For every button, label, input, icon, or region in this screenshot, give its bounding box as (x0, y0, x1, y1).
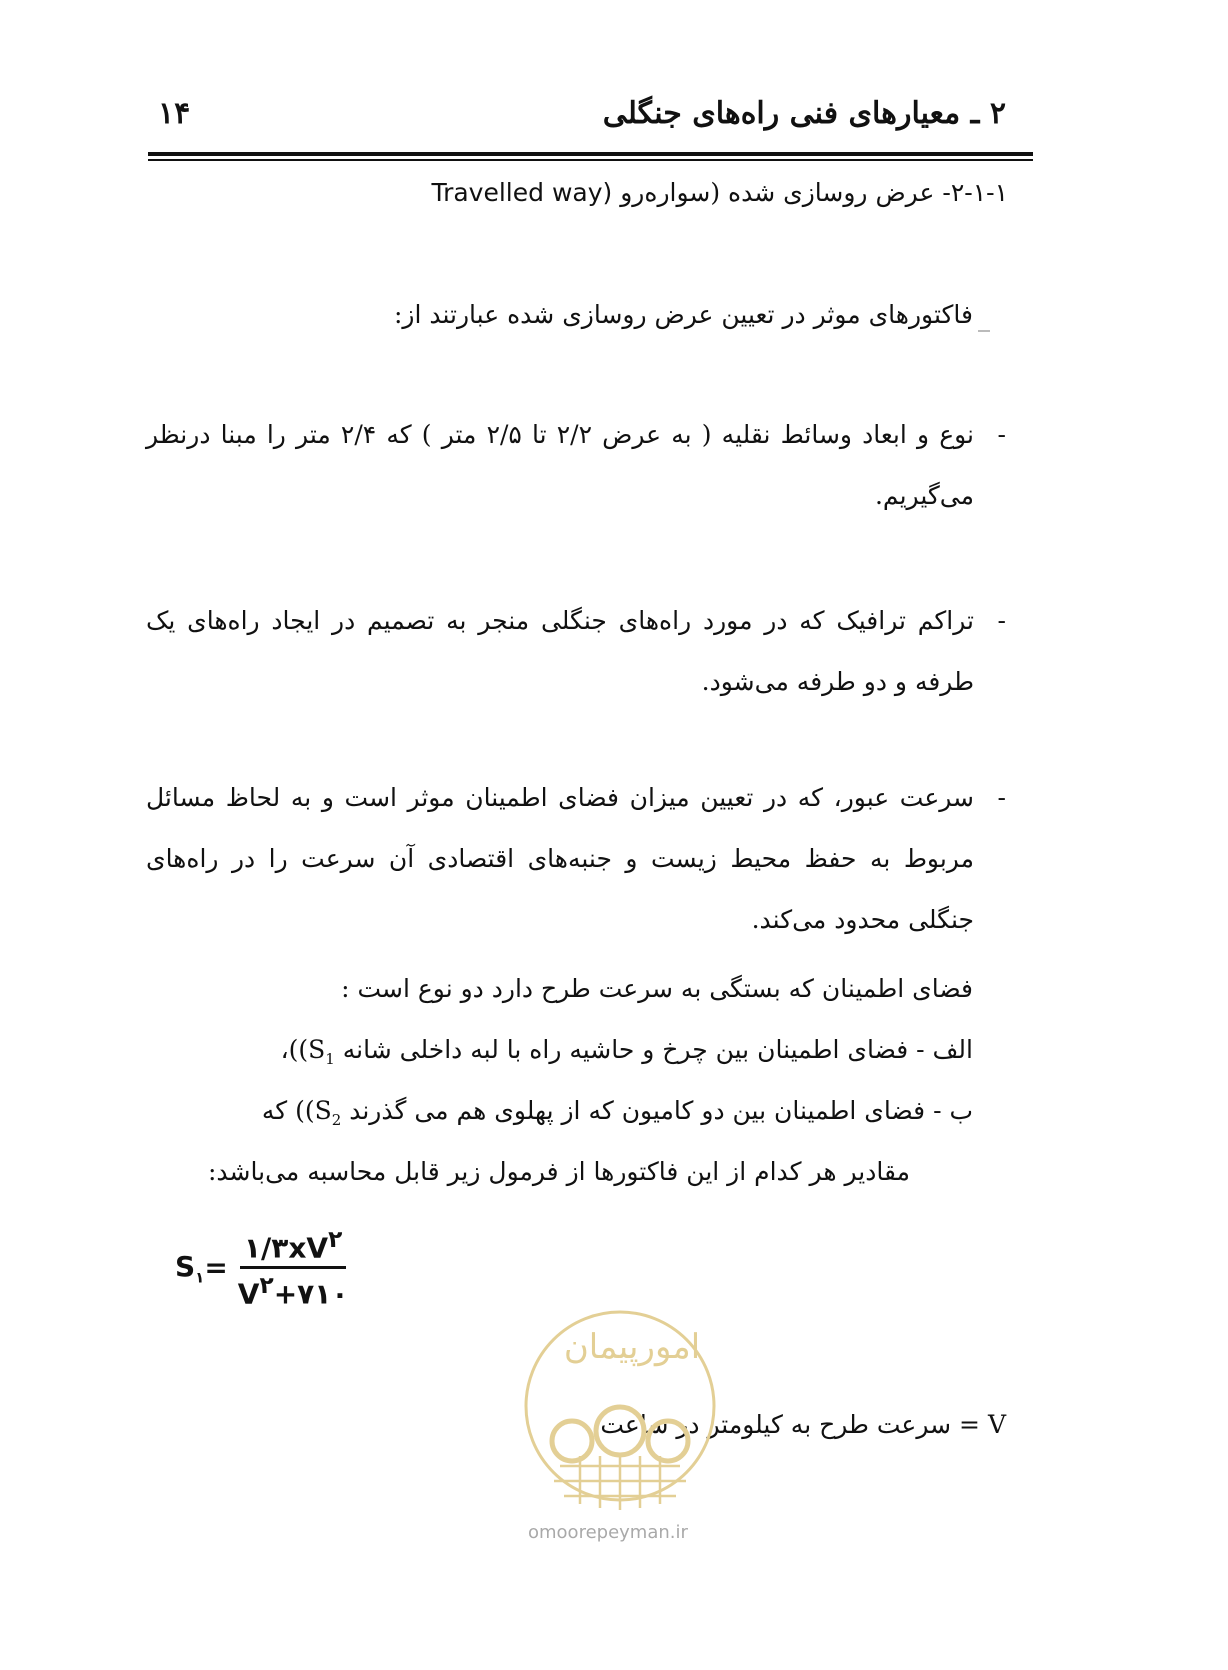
item-b-symbol-sub: 2 (331, 1111, 342, 1129)
bullet-item (146, 590, 1006, 712)
safety-space-intro: فضای اطمینان که بستگی به سرعت طرح دارد دو نوع است : (341, 974, 973, 1003)
item-a-symbol-open: (S (298, 1035, 326, 1064)
scan-artifact (978, 330, 990, 332)
formula-s1 (175, 1225, 352, 1311)
formula-lhs-sub: ۱ (195, 1268, 205, 1287)
v-definition: V = سرعت طرح به کیلومتر در ساعت (600, 1410, 1006, 1439)
formula-numerator (240, 1225, 346, 1269)
section-title-en: Travelled way) (431, 178, 613, 207)
item-b-symbol (304, 1096, 342, 1129)
formula-equals: = (204, 1251, 228, 1285)
item-a-symbol-close: )، (280, 1035, 299, 1064)
item-b-continuation: مقادیر هر کدام از این فاکتورها از فرمول زیر قابل محاسبه می‌باشد: (208, 1157, 910, 1186)
item-a-symbol (298, 1035, 335, 1068)
page-number: ۱۴ (158, 96, 191, 131)
bullet-item (146, 767, 1006, 950)
bullet-text: سرعت عبور، که در تعیین میزان فضای اطمینان موثر است و به لحاظ مسائل مربوط به حفظ محیط زیست و جنبه‌های اقتصادی آن سرعت را در راه‌های جنگلی محدود می‌کند. (146, 783, 974, 934)
bullet-dash: - (997, 606, 1006, 635)
formula-lhs-symbol: S (175, 1249, 196, 1283)
bullet-item (146, 404, 1006, 526)
watermark-gear-icon (552, 1421, 592, 1461)
bullet-dash: - (997, 783, 1006, 812)
watermark-logo-text: امورپیمان (563, 1327, 701, 1367)
bullet-text: نوع و ابعاد وسائط نقلیه ( به عرض ۲/۲ تا ۲/۵ متر ) که ۲/۴ متر را مبنا درنظر می‌گیریم. (146, 420, 974, 510)
running-header-title: ۲ ـ معیارهای فنی راه‌های جنگلی (602, 96, 1006, 131)
intro-paragraph: فاکتورهای موثر در تعیین عرض روسازی شده عبارتند از: (393, 300, 973, 329)
watermark-gear-icon (596, 1407, 644, 1455)
formula-fraction (234, 1225, 353, 1311)
header-rule-thick (148, 152, 1033, 156)
bullet-text: تراکم ترافیک که در مورد راه‌های جنگلی منجر به تصمیم در ایجاد راه‌های یک طرفه و دو طرفه می‌شود. (146, 606, 974, 696)
item-b-symbol-open: (S (304, 1096, 332, 1125)
item-a-text: الف - فضای اطمینان بین چرخ و حاشیه راه با لبه داخلی شانه (342, 1035, 973, 1064)
item-a-symbol-sub: 1 (325, 1050, 335, 1068)
formula-numerator-sup: ۲ (328, 1225, 343, 1253)
formula-denominator-text: V (237, 1277, 260, 1311)
watermark-domain: omoorepeyman.ir (528, 1522, 688, 1543)
bullet-dash: - (997, 420, 1006, 449)
formula-numerator-text: ۱/۳xV (243, 1231, 329, 1265)
formula-denominator-sup: ۲ (259, 1271, 274, 1300)
header-rule-thin (148, 159, 1033, 161)
formula-denominator (234, 1269, 353, 1310)
formula-lhs (175, 1250, 204, 1287)
section-heading (431, 178, 1008, 207)
item-b-text: ب - فضای اطمینان بین دو کامیون که از پهلوی هم می گذرند (349, 1096, 973, 1125)
section-number: ۲-۱-۱- (942, 178, 1008, 207)
item-b-symbol-close: ) که (261, 1096, 305, 1125)
watermark-gear-icon (648, 1421, 688, 1461)
section-title-fa: عرض روسازی شده (سواره‌رو (620, 178, 935, 207)
formula-denominator-rest: +۷۱۰ (273, 1277, 349, 1311)
watermark-logo (520, 1296, 720, 1516)
watermark-grid-icon (554, 1456, 686, 1510)
